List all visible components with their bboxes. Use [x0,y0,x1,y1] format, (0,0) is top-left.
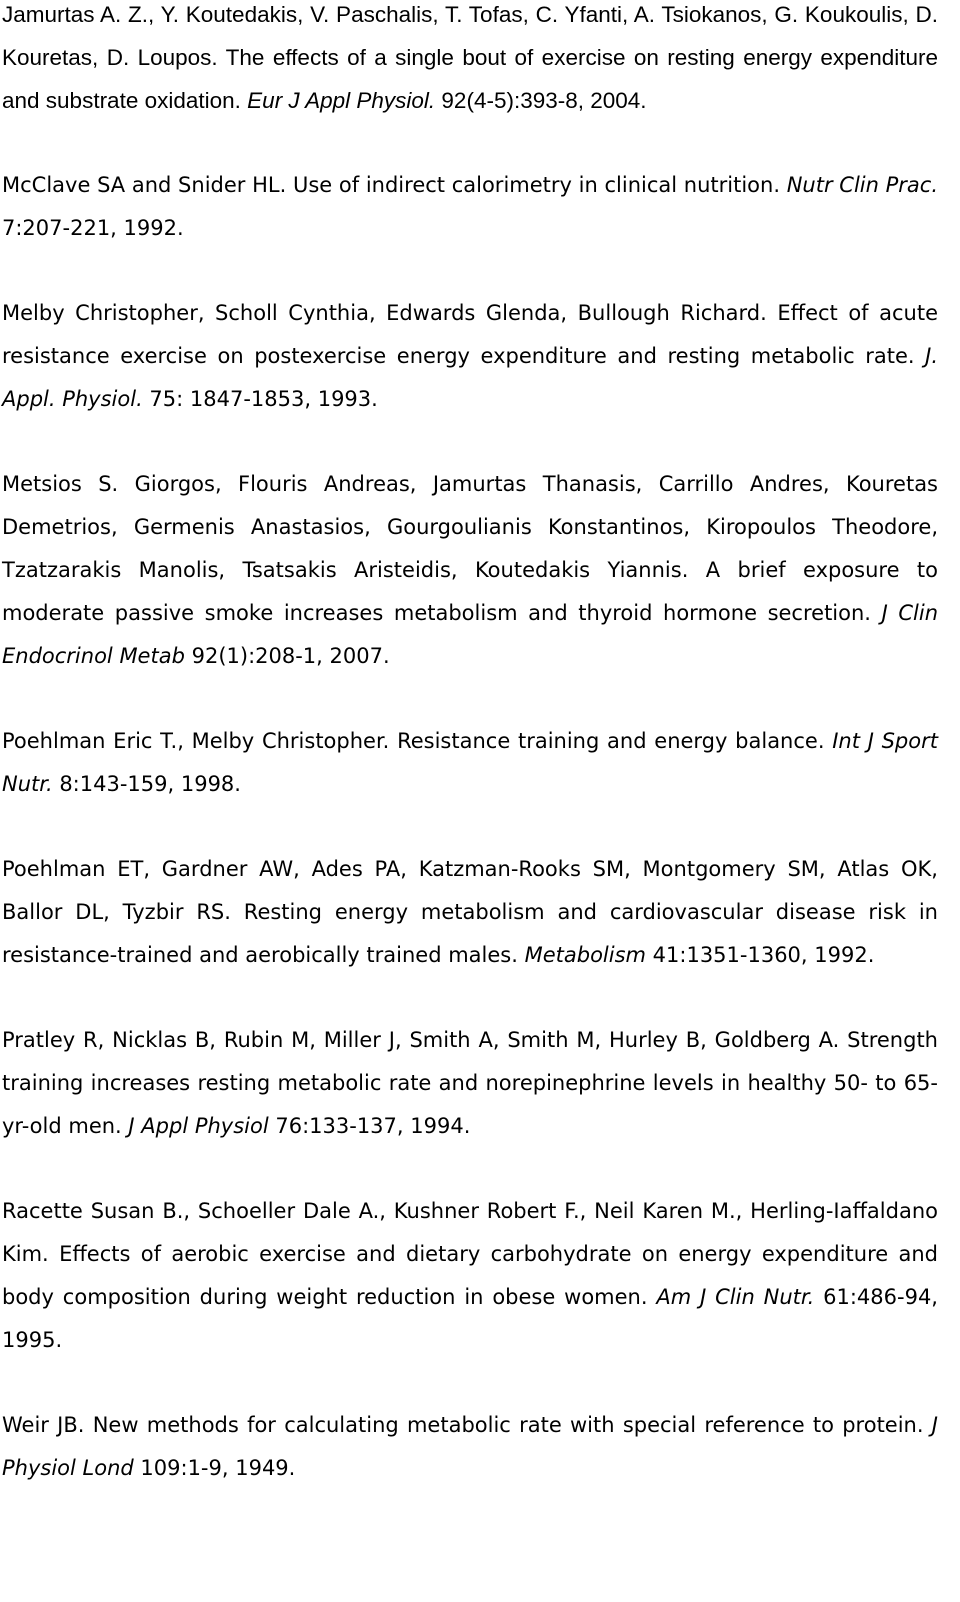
reference-details: 8:143-159, 1998. [52,772,241,796]
reference-journal: Eur J Appl Physiol. [247,88,436,113]
reference-details: 61:486-94, 1995. [2,1285,938,1352]
reference-title: Resistance training and energy balance. [389,729,833,753]
reference-title: A brief exposure to moderate passive smoke increases metabolism and thyroid hormone secretion. [2,558,938,625]
reference-authors: Weir JB. [2,1413,85,1437]
reference-journal: J Appl Physiol [128,1114,269,1138]
reference-journal: J Clin Endocrinol Metab [2,601,939,668]
reference-authors: Metsios S. Giorgos, Flouris Andreas, Jamurtas Thanasis, Carrillo Andres, Kouretas Demetrios, Germenis Anastasios, Gourgoulianis Konstantinos, Kiropoulos Theodore, Tzatzarakis Manolis, Tsatsakis Aristeidis, Koutedakis Yiannis. [2,472,938,582]
reference-details: 41:1351-1360, 1992. [645,943,875,967]
reference-title: Effect of acute resistance exercise on postexercise energy expenditure and resting metabolic rate. [2,301,938,368]
reference-item [2,292,938,421]
reference-item [2,720,938,806]
reference-item [2,0,938,122]
reference-title: Use of indirect calorimetry in clinical nutrition. [286,173,787,197]
reference-title: The effects of a single bout of exercise on resting energy expenditure and substrate oxidation. [2,45,938,113]
reference-title: Resting energy metabolism and cardiovascular disease risk in resistance-trained and aerobically trained males. [2,900,938,967]
reference-journal: J. Appl. Physiol. [2,344,938,411]
reference-details: 75: 1847-1853, 1993. [142,387,378,411]
reference-authors: Jamurtas A. Z., Y. Koutedakis, V. Paschalis, T. Tofas, C. Yfanti, A. Tsiokanos, G. Koukoulis, D. Kouretas, D. Loupos. [2,2,938,70]
reference-details: 92(1):208-1, 2007. [184,644,390,668]
reference-title: New methods for calculating metabolic rate with special reference to protein. [84,1413,932,1437]
reference-item [2,1019,938,1148]
reference-details: 109:1-9, 1949. [133,1456,296,1480]
reference-item [2,463,938,678]
reference-title: Strength training increases resting metabolic rate and norepinephrine levels in healthy 50- to 65-yr-old men. [2,1028,938,1138]
reference-details: 7:207-221, 1992. [2,216,184,240]
reference-authors: McClave SA and Snider HL. [2,173,287,197]
reference-journal: Am J Clin Nutr. [656,1285,815,1309]
reference-journal: J Physiol Lond [2,1413,938,1480]
reference-item [2,1190,938,1362]
reference-authors: Pratley R, Nicklas B, Rubin M, Miller J, Smith A, Smith M, Hurley B, Goldberg A. [2,1028,840,1052]
reference-journal: Nutr Clin Prac. [786,173,939,197]
reference-journal: Int J Sport Nutr. [2,729,938,796]
reference-journal: Metabolism [524,943,646,967]
reference-details: 92(4-5):393-8, 2004. [435,88,647,113]
reference-item [2,848,938,977]
reference-authors: Poehlman ET, Gardner AW, Ades PA, Katzman-Rooks SM, Montgomery SM, Atlas OK, Ballor DL, Tyzbir RS. [2,857,938,924]
reference-item [2,164,938,250]
reference-item [2,1404,938,1490]
reference-details: 76:133-137, 1994. [268,1114,471,1138]
reference-title: Effects of aerobic exercise and dietary carbohydrate on energy expenditure and body composition during weight reduction in obese women. [2,1242,938,1309]
reference-authors: Racette Susan B., Schoeller Dale A., Kushner Robert F., Neil Karen M., Herling-Iaffaldano Kim. [2,1199,938,1266]
reference-authors: Melby Christopher, Scholl Cynthia, Edwards Glenda, Bullough Richard. [2,301,767,325]
reference-authors: Poehlman Eric T., Melby Christopher. [2,729,390,753]
reference-list [2,0,938,1532]
